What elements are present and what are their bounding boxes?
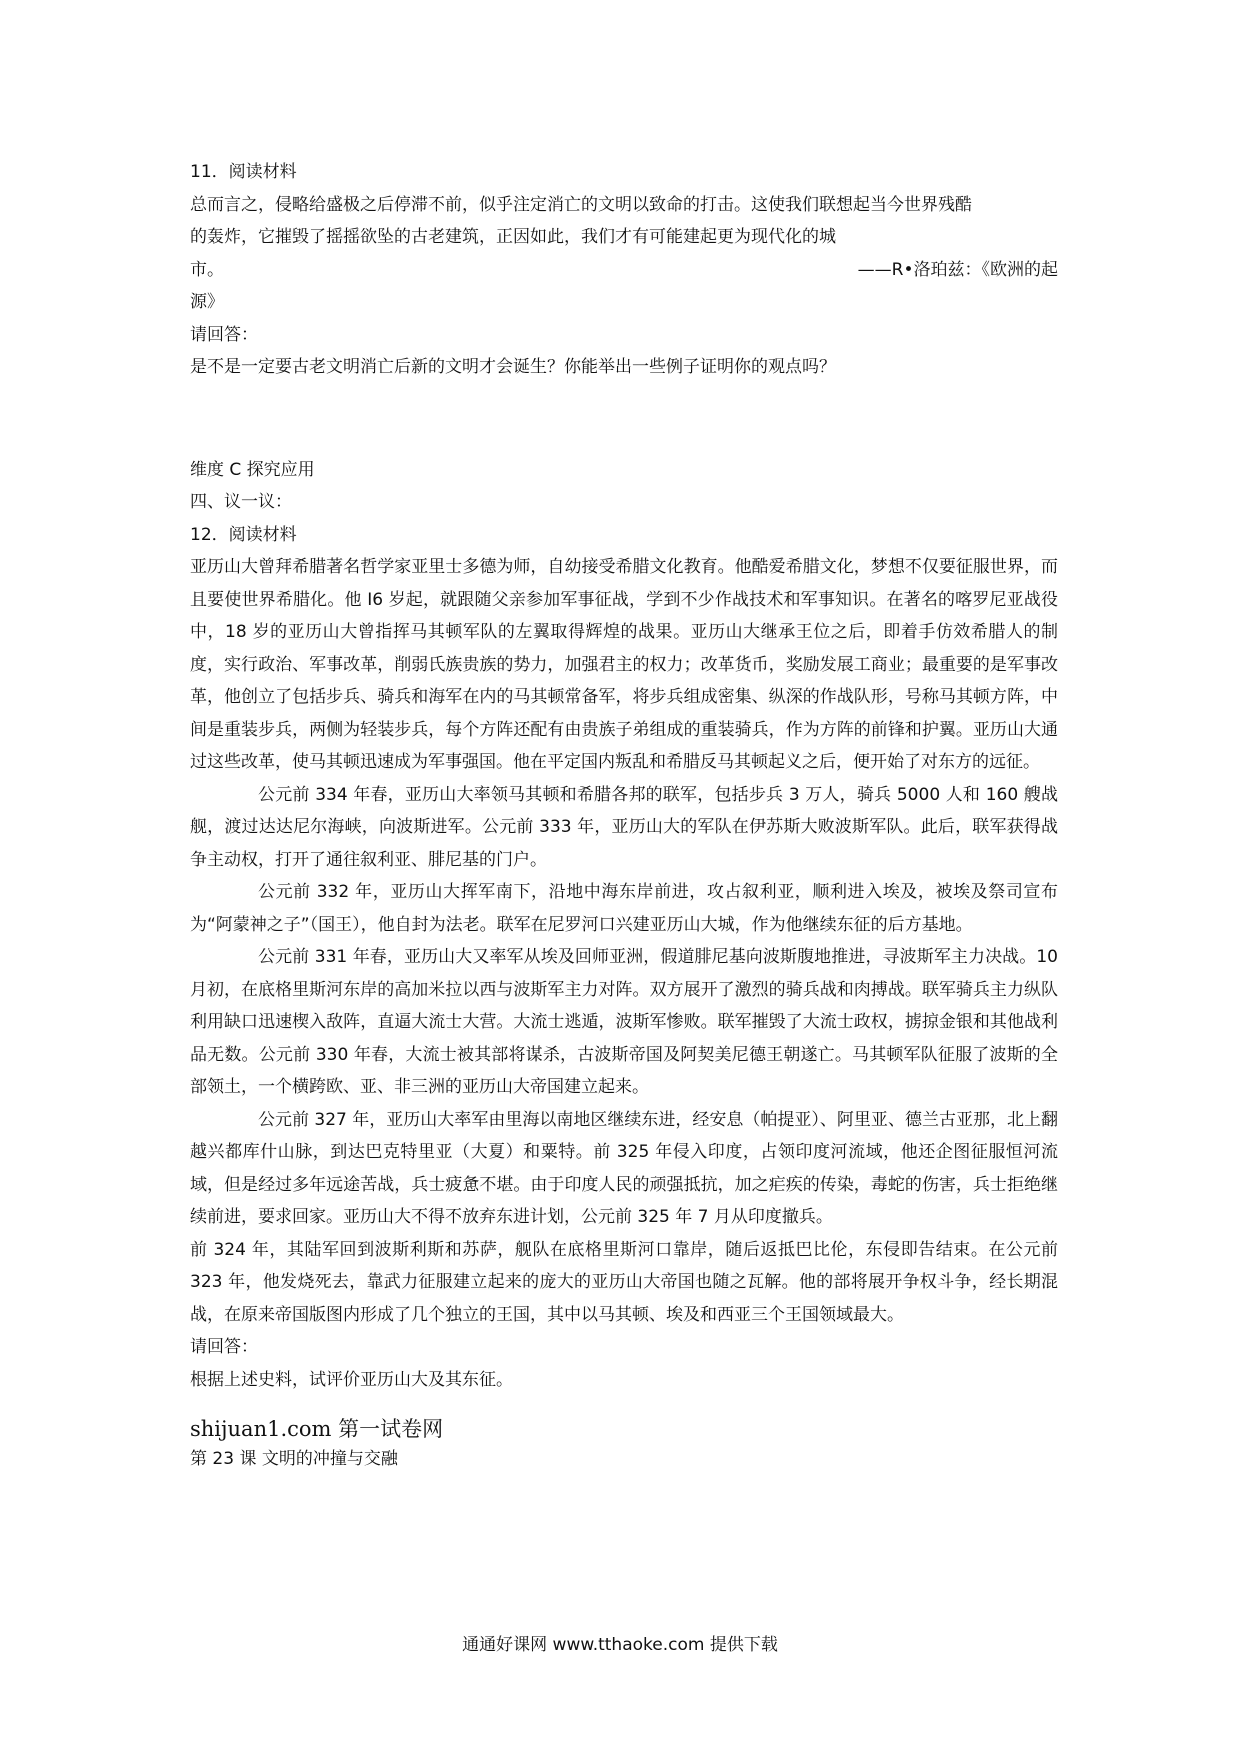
- answer-prompt: 请回答：: [190, 324, 258, 345]
- material-attribution-row: [190, 254, 1058, 287]
- dimension-heading: 维度 C 探究应用: [190, 459, 315, 480]
- material-paragraph: 公元前 327 年，亚历山大率军由里海以南地区继续东进，经安息（帕提亚）、阿里亚、德兰古亚那，北上翻越兴都库什山脉，到达巴克特里亚（大夏）和粟特。前 325 年侵入印度，占领印度河流域，他还企图征服恒河流域，但是经过多年远途苦战，兵士疲惫不堪。由于印度人民的顽强抵抗，加之疟疾的传染，毒蛇的伤害，兵士拒绝继续前进，要求回家。亚历山大不得不放弃东进计划，公元前 325 年 7 月从印度撤兵。: [190, 1109, 1058, 1227]
- question-11-heading: 11．阅读材料: [190, 162, 297, 182]
- question-text: 根据上述史料，试评价亚历山大及其东征。: [190, 1369, 513, 1390]
- material-paragraph: 公元前 332 年，亚历山大挥军南下，沿地中海东岸前进，攻占叙利亚，顺利进入埃及，被埃及祭司宣布为“阿蒙神之子”（国王），他自封为法老。联军在尼罗河口兴建亚历山大城，作为他继续东征的后方基地。: [190, 882, 1058, 935]
- material-paragraph: 公元前 331 年春，亚历山大又率军从埃及回师亚洲，假道腓尼基向波斯腹地推进，寻波斯军主力决战。10 月初，在底格里斯河东岸的高加米拉以西与波斯军主力对阵。双方展开了激烈的骑兵战和肉搏战。联军骑兵主力纵队利用缺口迅速楔入敌阵，直逼大流士大营。大流士逃遁，波斯军惨败。联军摧毁了大流士政权，掳掠金银和其他战利品无数。公元前 330 年春，大流士被其部将谋杀，古波斯帝国及阿契美尼德王朝遂亡。马其顿军队征服了波斯的全部领土，一个横跨欧、亚、非三洲的亚历山大帝国建立起来。: [190, 947, 1058, 1097]
- material-paragraph: 公元前 334 年春，亚历山大率领马其顿和希腊各邦的联军，包括步兵 3 万人，骑兵 5000 人和 160 艘战舰，渡过达达尼尔海峡，向波斯进军。公元前 333 年，亚历山大的军队在伊苏斯大败波斯军队。此后，联军获得战争主动权，打开了通往叙利亚、腓尼基的门户。: [190, 784, 1058, 870]
- question-text: 是不是一定要古老文明消亡后新的文明才会诞生？你能举出一些例子证明你的观点吗？: [190, 357, 836, 377]
- answer-prompt: 请回答：: [190, 1337, 258, 1357]
- question-12-heading: 12．阅读材料: [190, 524, 297, 545]
- section-heading: 四、议一议：: [190, 492, 292, 512]
- page-footer: 通通好课网 www.tthaoke.com 提供下载: [462, 1635, 778, 1655]
- material-paragraph: 前 324 年，其陆军回到波斯利斯和苏萨，舰队在底格里斯河口靠岸，随后返抵巴比伦，东侵即告结束。在公元前 323 年，他发烧死去，靠武力征服建立起来的庞大的亚历山大帝国也随之瓦解。他的部将展开争权斗争，经长期混战，在原来帝国版图内形成了几个独立的王国，其中以马其顿、埃及和西亚三个王国领域最大。: [190, 1239, 1058, 1325]
- answer-space: [190, 384, 1058, 454]
- lesson-title: 第 23 课 文明的冲撞与交融: [190, 1449, 398, 1469]
- material-line: 总而言之，侵略给盛极之后停滞不前，似乎注定消亡的文明以致命的打击。这使我们联想起当今世界残酷: [190, 194, 972, 215]
- material-line: 的轰炸，它摧毁了摇摇欲坠的古老建筑，正因如此，我们才有可能建起更为现代化的城: [190, 227, 836, 247]
- document-body: [190, 156, 1058, 1474]
- material-paragraph: 亚历山大曾拜希腊著名哲学家亚里士多德为师，自幼接受希腊文化教育。他酷爱希腊文化，梦想不仅要征服世界，而且要使世界希腊化。他 I6 岁起，就跟随父亲参加军事征战，学到不少作战技术和军事知识。在著名的喀罗尼亚战役中，18 岁的亚历山大曾指挥马其顿军队的左翼取得辉煌的战果。亚历山大继承王位之后，即着手仿效希腊人的制度，实行政治、军事改革，削弱氏族贵族的势力，加强君主的权力；改革货币，奖励发展工商业；最重要的是军事改革，他创立了包括步兵、骑兵和海军在内的马其顿常备军，将步兵组成密集、纵深的作战队形，号称马其顿方阵，中间是重装步兵，两侧为轻装步兵，每个方阵还配有由贵族子弟组成的重装骑兵，作为方阵的前锋和护翼。亚历山大通过这些改革，使马其顿迅速成为军事强国。他在平定国内叛乱和希腊反马其顿起义之后，便开始了对东方的远征。: [190, 557, 1058, 772]
- source-attribution-end: 源》: [190, 292, 224, 312]
- material-line: 市。: [190, 259, 224, 280]
- site-brand: shijuan1.com 第一试卷网: [190, 1417, 444, 1441]
- source-attribution: ——R•洛珀兹：《欧洲的起: [857, 259, 1058, 280]
